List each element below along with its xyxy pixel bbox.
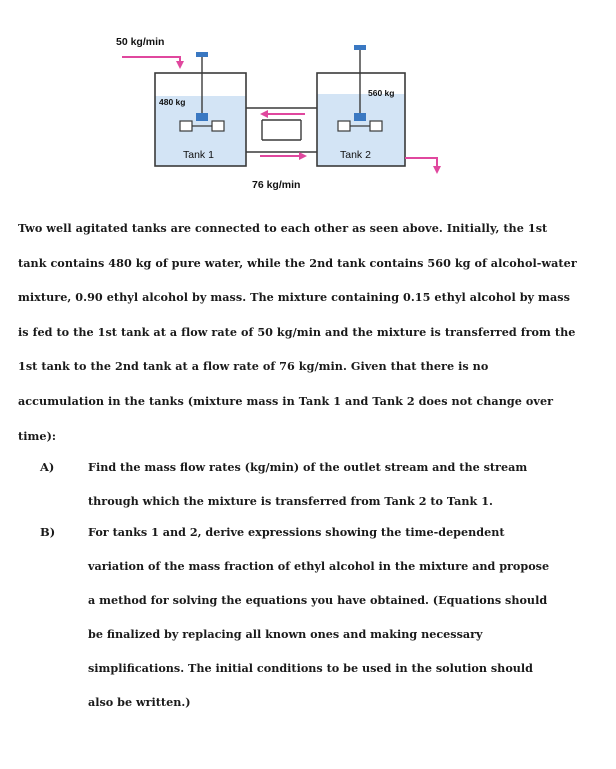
tank-1-mass: 480 kg <box>159 97 186 107</box>
tank-2-blade-left <box>338 121 350 131</box>
question-a-text: Find the mass flow rates (kg/min) of the outlet stream and the stream through which the mixture is transferred from Tank 2 to Tank 1. <box>88 460 528 508</box>
tank-2-hub <box>354 113 366 121</box>
tank-2-mass: 560 kg <box>368 88 395 98</box>
outlet-arrow <box>405 158 437 172</box>
tank-2 <box>317 45 405 166</box>
two-tank-diagram <box>0 0 616 200</box>
tank-1-motor <box>196 52 208 57</box>
tank-1-label: Tank 1 <box>183 149 214 161</box>
question-b-letter: B) <box>40 525 56 539</box>
transfer-rate-label: 76 kg/min <box>252 179 301 191</box>
question-a-letter: A) <box>40 460 55 474</box>
tank-1-blade-left <box>180 121 192 131</box>
inflow-arrow <box>122 57 180 67</box>
tank-1-hub <box>196 113 208 121</box>
tank-2-blade-right <box>370 121 382 131</box>
question-b-text: For tanks 1 and 2, derive expressions showing the time-dependent variation of the mass fraction of ethyl alcohol in the mixture and propose a method for solving the equations you have obtained. (Equations should be finalized by replacing all known ones and making necessary simplifications. The initial conditions to be used in the solution should also be written.) <box>88 525 550 709</box>
tank-2-label: Tank 2 <box>340 149 371 161</box>
tank-2-motor <box>354 45 366 50</box>
tank-1 <box>155 52 246 166</box>
problem-statement: Two well agitated tanks are connected to each other as seen above. Initially, the 1st tank contains 480 kg of pure water, while the 2nd tank contains 560 kg of alcohol-water mixture, 0.90 ethyl alcohol by mass. The mixture containing 0.15 ethyl alcohol by mass is fed to the 1st tank at a flow rate of 50 kg/min and the mixture is transferred from the 1st tank to the 2nd tank at a flow rate of 76 kg/min. Given that there is no accumulation in the tanks (mixture mass in Tank 1 and Tank 2 does not change over time): <box>18 221 577 443</box>
tank-1-blade-right <box>212 121 224 131</box>
connecting-pipes <box>246 108 317 156</box>
inflow-rate-label: 50 kg/min <box>116 36 165 48</box>
